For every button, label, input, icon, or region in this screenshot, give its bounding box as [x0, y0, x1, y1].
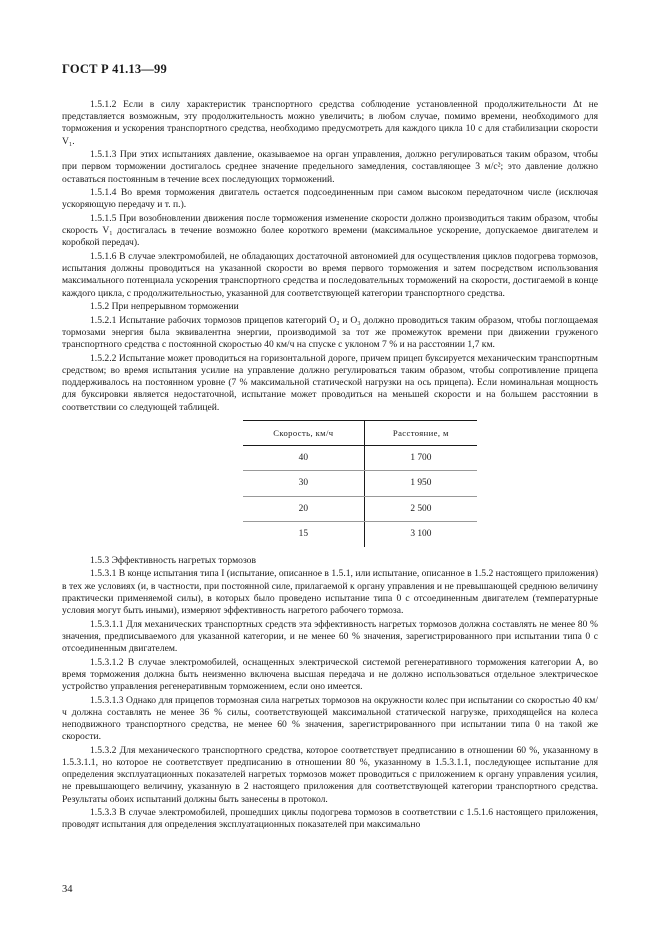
table-cell-distance: 1 700 [364, 445, 477, 471]
paragraph-1-5-3-2: 1.5.3.2 Для механического транспортного средства, которое соответствует предписанию в отношении 60 %, указанному в 1.5.3.1.1, но которое не соответствует предписанию в отношении 80 %, указанному в 1.5.3.1.1, последующее испытание для определения эксплуатационных показателей нагретых тормозов может проводиться с приложением к органу управления усилия, не превышающего величину, указанную в 2 настоящего приложения для соответствующей категории транспортного средства. Результаты обоих испытаний должны быть занесены в протокол. [62, 744, 598, 805]
column-header-speed: Скорость, км/ч [243, 420, 364, 445]
paragraph-1-5-3-1: 1.5.3.1 В конце испытания типа I (испытание, описанное в 1.5.1, или испытание, описанное в 1.5.2 настоящего приложения) в тех же условиях (и, в частности, при постоянной силе, прилагаемой к органу управления и не превышающей среднюю величину практически применяемой силы), в которых было проведено испытание типа 0 с отсоединенным двигателем (температурные условия могут быть иными), измеряют эффективность нагретого рабочего тормоза. [62, 568, 599, 617]
paragraph-1-5-3-1-1: 1.5.3.1.1 Для механических транспортных средств эта эффективность нагретых тормозов должна составлять не менее 80 % значения, предписываемого для указанной категории, и не менее 60 % значения, зарегистрированного при испытании типа 0 с отсоединенным двигателем. [62, 618, 598, 655]
table-cell-distance: 1 950 [364, 471, 477, 497]
paragraph-1-5-3-3: 1.5.3.3 В случае электромобилей, прошедших циклы подогрева тормозов в соответствии с 1.5.1.6 настоящего приложения, проводят испытания для определения эксплуатационных показателей при максимально [62, 807, 598, 831]
paragraph-1-5-1-3: 1.5.1.3 При этих испытаниях давление, оказываемое на орган управления, должно регулироваться таким образом, чтобы при первом торможении достигалось среднее значение предельного замедления, составляющее 3 м/с²; это давление должно оставаться постоянным в течение всех последующих торможений. [62, 149, 598, 185]
section-heading-1-5-3: 1.5.3 Эффективность нагретых тормозов [90, 554, 256, 566]
paragraph-1-5-1-5: 1.5.1.5 При возобновлении движения после торможения изменение скорости должно производиться таким образом, чтобы скорость V₁ достигалась в течение возможно более короткого времени (максимальное ускорение, допускаемое двигателем и коробкой передач). [62, 213, 598, 249]
paragraph-1-5-3-1-2: 1.5.3.1.2 В случае электромобилей, оснащенных электрической системой регенеративного торможения категории A, во время торможения должна быть неизменно включена высшая передача и не должно использоваться отдельное электрическое устройство управления регенеративным торможением, если оно имеется. [62, 656, 598, 693]
table-row [243, 445, 477, 471]
speed-distance-table [243, 420, 477, 547]
table-row [243, 522, 477, 547]
table-row [243, 496, 477, 522]
table-cell-speed: 20 [243, 496, 364, 522]
table-header-row [243, 420, 477, 445]
page-number: 34 [62, 884, 73, 895]
column-header-distance: Расстояние, м [364, 420, 477, 445]
document-body [62, 99, 598, 833]
table-cell-distance: 2 500 [364, 496, 477, 522]
section-heading-1-5-2: 1.5.2 При непрерывном торможении [90, 301, 239, 313]
paragraph-1-5-3-1-3: 1.5.3.1.3 Однако для прицепов тормозная сила нагретых тормозов на окружности колес при испытании со скоростью 40 км/ч должна составлять не менее 36 % силы, соответствующей максимальной статической нагрузке, приходящейся на колеса неподвижного транспортного средства, не менее 60 % значения, зарегистрированного при испытании типа 0 на такой же скорости. [62, 694, 598, 743]
paragraph-1-5-2-2: 1.5.2.2 Испытание может проводиться на горизонтальной дороге, причем прицеп буксируется механическим транспортным средством; во время испытания усилие на управление должно регулироваться таким образом, чтобы сопротивление прицепа поддерживалось на постоянном уровне (7 % максимальной статической нагрузки на ось прицепа). Если номинальная мощность для буксировки является недостаточной, испытание может проводиться на меньшей скорости и на большем расстоянии в соответствии со следующей таблицей. [62, 352, 598, 413]
paragraph-1-5-1-6: 1.5.1.6 В случае электромобилей, не обладающих достаточной автономией для осуществления циклов подогрева тормозов, испытания должны проводиться на указанной скорости во время первого торможения и затем посредством использования максимального потенциала ускорения транспортного средства и последовательных торможений на скорости, достигаемой в конце каждого цикла, с продолжительностью, указанной для соответствующей категории транспортного средства. [62, 251, 598, 299]
speed-distance-table-wrapper [62, 420, 598, 547]
table-cell-speed: 30 [243, 471, 364, 497]
document-header: ГОСТ Р 41.13—99 [62, 62, 167, 76]
paragraph-1-5-2-1: 1.5.2.1 Испытание рабочих тормозов прицепов категорий O₂ и O₃ должно проводиться таким образом, чтобы поглощаемая тормозами энергия была эквивалентна энергии, производимой за тот же промежуток времени при движении груженого транспортного средства с постоянной скоростью 40 км/ч на спуске с уклоном 7 % и на расстоянии 1,7 км. [62, 314, 598, 351]
table-cell-speed: 40 [243, 445, 364, 471]
paragraph-1-5-1-2: 1.5.1.2 Если в силу характеристик транспортного средства соблюдение установленной продолжительности Δt не представляется возможным, эту продолжительность можно увеличить; в любом случае, помимо времени, необходимого для торможения и ускорения транспортного средства, необходимо предусмотреть для каждого цикла 10 с для стабилизации скорости V₁. [62, 99, 598, 147]
table-cell-distance: 3 100 [364, 522, 477, 547]
table-cell-speed: 15 [298, 529, 309, 540]
paragraph-1-5-1-4: 1.5.1.4 Во время торможения двигатель остается подсоединенным при самом высоком передаточном числе (исключая ускоряющую передачу и т. п.). [62, 187, 598, 211]
table-row [243, 471, 477, 497]
